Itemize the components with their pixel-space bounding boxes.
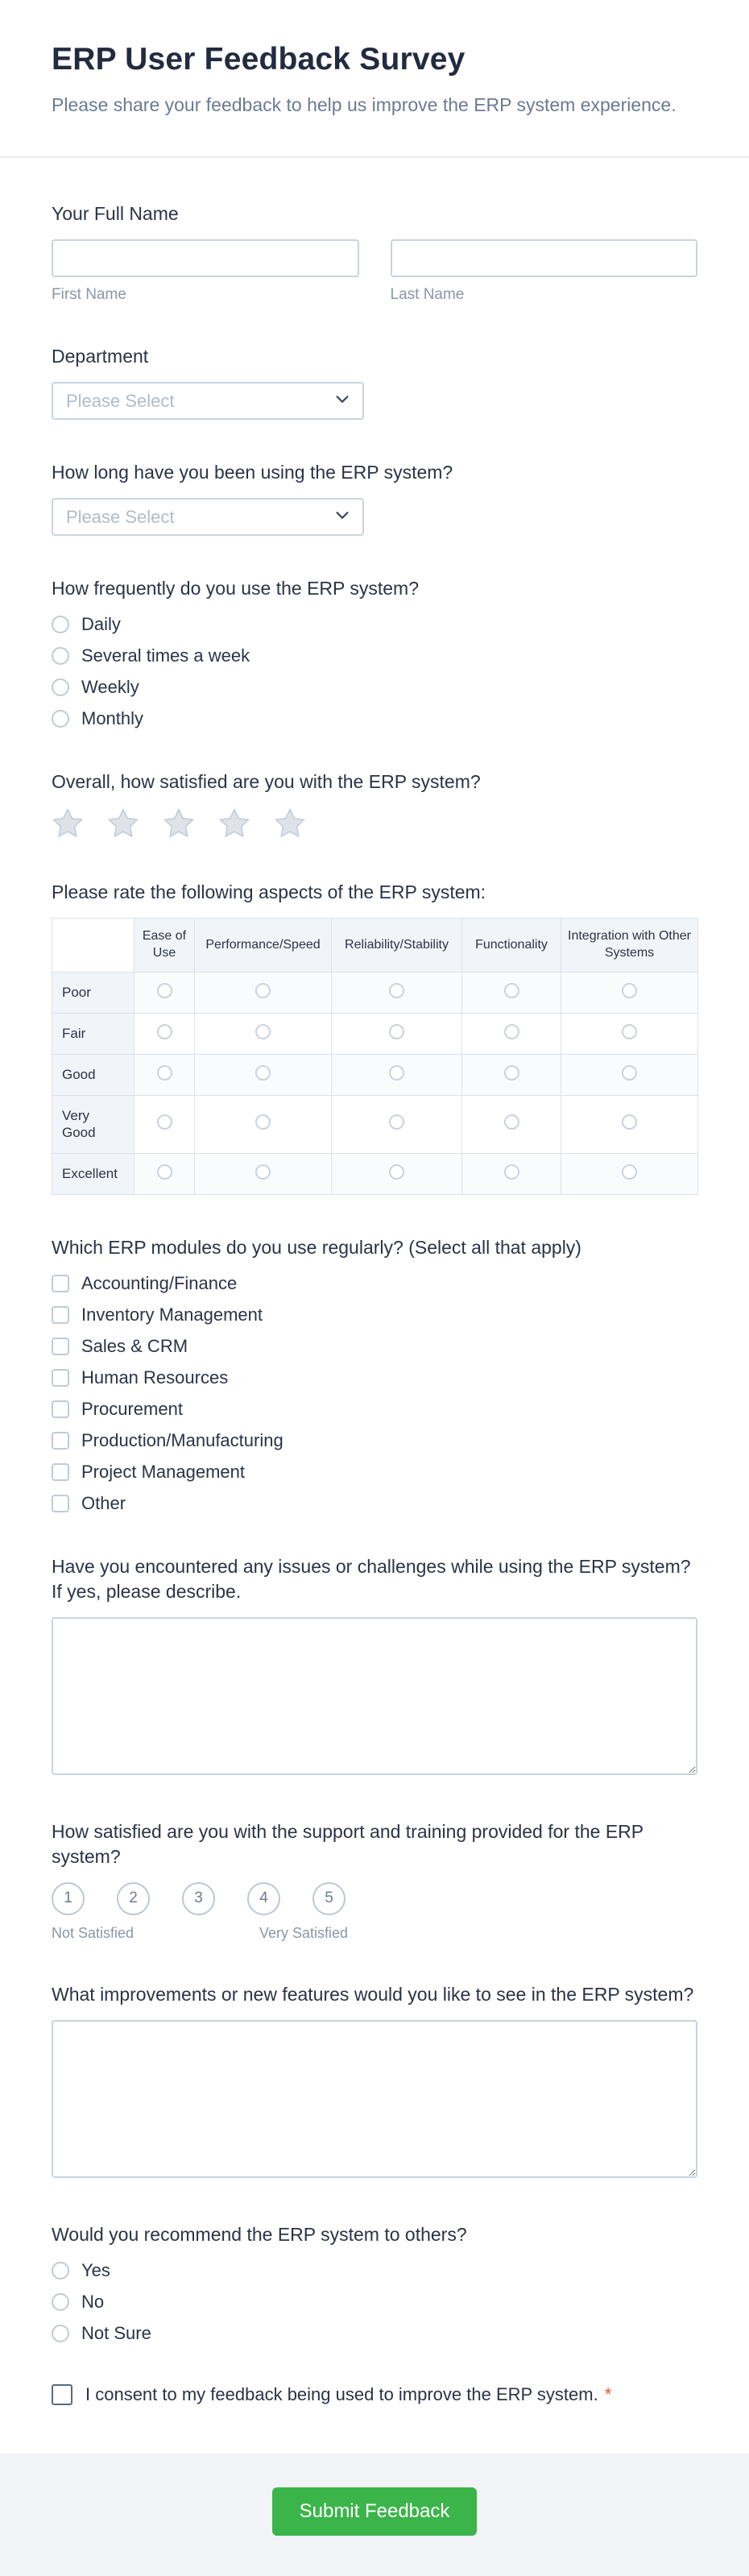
question-satisfaction xyxy=(52,769,697,840)
consent-checkbox[interactable] xyxy=(52,2384,72,2405)
matrix-cell[interactable] xyxy=(195,1055,332,1096)
star-icon[interactable] xyxy=(274,807,306,840)
radio-icon[interactable] xyxy=(504,983,519,998)
radio-icon[interactable] xyxy=(622,1024,637,1039)
question-duration xyxy=(52,460,697,536)
matrix-cell[interactable] xyxy=(561,1096,698,1154)
matrix-row-label: Poor xyxy=(52,973,134,1014)
module-option[interactable] xyxy=(52,1305,697,1325)
option-label: Project Management xyxy=(81,1461,245,1482)
support-label: How satisfied are you with the support and training provided for the ERP system? xyxy=(52,1820,643,1867)
chevron-down-icon xyxy=(333,390,351,412)
radio-icon[interactable] xyxy=(504,1164,519,1180)
option-label: Human Resources xyxy=(81,1367,229,1388)
recommend-option[interactable] xyxy=(52,2292,697,2313)
matrix-column-header: Reliability/Stability xyxy=(332,919,462,973)
checkbox-icon[interactable] xyxy=(52,1400,69,1418)
matrix-row-label: Fair xyxy=(52,1014,134,1055)
duration-label: How long have you been using the ERP system? xyxy=(52,462,453,483)
question-improvements xyxy=(52,1982,697,2182)
submit-button[interactable]: Submit Feedback xyxy=(272,2487,478,2536)
matrix-cell[interactable] xyxy=(332,1153,462,1194)
question-issues xyxy=(52,1554,697,1779)
scale-button[interactable]: 1 xyxy=(52,1882,85,1915)
option-label: No xyxy=(81,2291,105,2312)
satisfaction-label: Overall, how satisfied are you with the ERP system? xyxy=(52,771,481,793)
matrix-cell[interactable] xyxy=(462,1153,561,1194)
star-icon[interactable] xyxy=(163,807,195,840)
radio-icon[interactable] xyxy=(255,1114,271,1130)
matrix-column-header: Ease of Use xyxy=(134,919,195,973)
star-rating xyxy=(52,807,697,840)
matrix-corner-cell xyxy=(52,919,134,973)
module-option[interactable] xyxy=(52,1462,697,1483)
full-name-label: Your Full Name xyxy=(52,203,179,225)
matrix-cell[interactable] xyxy=(462,1055,561,1096)
name-row xyxy=(52,239,697,304)
checkbox-icon[interactable] xyxy=(52,1306,69,1324)
question-modules xyxy=(52,1235,697,1514)
option-label: Accounting/Finance xyxy=(81,1272,238,1293)
radio-icon[interactable] xyxy=(622,1065,637,1081)
checkbox-icon[interactable] xyxy=(52,1338,69,1355)
department-label: Department xyxy=(52,346,149,367)
matrix-cell[interactable] xyxy=(195,973,332,1014)
matrix-cell[interactable] xyxy=(561,973,698,1014)
matrix-cell[interactable] xyxy=(332,1055,462,1096)
option-label: Not Sure xyxy=(81,2322,151,2343)
question-department xyxy=(52,344,697,420)
recommend-label: Would you recommend the ERP system to others? xyxy=(52,2223,467,2245)
matrix-cell[interactable] xyxy=(134,1055,195,1096)
radio-icon[interactable] xyxy=(622,983,637,998)
star-icon[interactable] xyxy=(218,807,250,840)
module-option[interactable] xyxy=(52,1399,697,1420)
recommend-option[interactable] xyxy=(52,2260,697,2281)
first-name-input[interactable] xyxy=(52,239,359,277)
radio-icon[interactable] xyxy=(622,1164,637,1180)
matrix-column-header: Performance/Speed xyxy=(195,919,332,973)
duration-select-value: Please Select xyxy=(66,506,175,527)
matrix-cell[interactable] xyxy=(195,1153,332,1194)
improvements-textarea[interactable] xyxy=(52,2020,697,2178)
option-label: Other xyxy=(81,1492,126,1513)
improvements-label: What improvements or new features would you like to see in the ERP system? xyxy=(52,1983,694,2005)
module-option[interactable] xyxy=(52,1367,697,1388)
scale-button[interactable]: 5 xyxy=(312,1882,346,1915)
radio-icon[interactable] xyxy=(504,1065,519,1081)
checkbox-icon[interactable] xyxy=(52,1275,69,1292)
form-body xyxy=(0,158,749,2454)
scale-labels xyxy=(52,1925,348,1942)
matrix-cell[interactable] xyxy=(134,1153,195,1194)
radio-icon[interactable] xyxy=(504,1114,519,1130)
matrix-column-header: Functionality xyxy=(462,919,561,973)
radio-icon[interactable] xyxy=(255,1024,271,1039)
option-label: Several times a week xyxy=(81,645,250,666)
option-label: Monthly xyxy=(81,708,144,729)
question-recommend xyxy=(52,2222,697,2344)
matrix-cell[interactable] xyxy=(462,1096,561,1154)
option-label: Production/Manufacturing xyxy=(81,1429,283,1450)
radio-icon[interactable] xyxy=(52,710,69,728)
question-support xyxy=(52,1819,697,1942)
first-name-col xyxy=(52,239,359,304)
matrix-cell[interactable] xyxy=(561,1153,698,1194)
checkbox-icon[interactable] xyxy=(52,1369,69,1387)
matrix-cell[interactable] xyxy=(332,1096,462,1154)
scale-button[interactable]: 3 xyxy=(182,1882,215,1915)
module-option[interactable] xyxy=(52,1493,697,1514)
frequency-option[interactable] xyxy=(52,614,697,635)
checkbox-icon[interactable] xyxy=(52,1463,69,1481)
radio-icon[interactable] xyxy=(52,678,69,696)
page-title: ERP User Feedback Survey xyxy=(52,42,466,77)
matrix-label: Please rate the following aspects of the ERP system: xyxy=(52,881,486,903)
frequency-option[interactable] xyxy=(52,677,697,698)
matrix-cell[interactable] xyxy=(561,1014,698,1055)
matrix-cell[interactable] xyxy=(195,1096,332,1154)
scale-row xyxy=(52,1882,697,1915)
last-name-col xyxy=(391,239,698,304)
option-label: Weekly xyxy=(81,677,139,698)
option-label: Sales & CRM xyxy=(81,1335,188,1356)
chevron-down-icon xyxy=(333,506,351,528)
issues-textarea[interactable] xyxy=(52,1617,697,1775)
radio-icon[interactable] xyxy=(504,1024,519,1039)
matrix-cell[interactable] xyxy=(332,1014,462,1055)
module-option[interactable] xyxy=(52,1336,697,1357)
matrix-cell[interactable] xyxy=(134,973,195,1014)
matrix-cell[interactable] xyxy=(561,1055,698,1096)
radio-icon[interactable] xyxy=(389,1024,404,1039)
radio-icon[interactable] xyxy=(255,1164,271,1180)
matrix-row-label: Very Good xyxy=(52,1096,134,1154)
required-asterisk: * xyxy=(604,2383,612,2404)
last-name-sublabel: Last Name xyxy=(390,286,465,304)
option-label: Procurement xyxy=(81,1398,183,1419)
matrix-column-header: Integration with Other Systems xyxy=(561,919,698,973)
radio-icon[interactable] xyxy=(157,1164,172,1180)
recommend-option[interactable] xyxy=(52,2323,697,2344)
matrix-cell[interactable] xyxy=(134,1096,195,1154)
matrix-cell[interactable] xyxy=(195,1014,332,1055)
scale-button[interactable]: 4 xyxy=(247,1882,280,1915)
matrix-cell[interactable] xyxy=(462,1014,561,1055)
matrix-cell[interactable] xyxy=(134,1014,195,1055)
radio-icon[interactable] xyxy=(52,616,69,633)
scale-min-label: Not Satisfied xyxy=(52,1924,134,1941)
rating-matrix xyxy=(52,918,698,1194)
frequency-label: How frequently do you use the ERP system? xyxy=(52,578,419,599)
matrix-row-label: Good xyxy=(52,1055,134,1096)
consent-label: I consent to my feedback being used to improve the ERP system. xyxy=(85,2383,598,2404)
matrix-cell[interactable] xyxy=(462,973,561,1014)
matrix-cell[interactable] xyxy=(332,973,462,1014)
issues-label: Have you encountered any issues or challenges while using the ERP system? If yes, please describe. xyxy=(52,1555,691,1602)
radio-icon[interactable] xyxy=(157,983,172,998)
consent-row[interactable] xyxy=(52,2384,697,2405)
radio-icon[interactable] xyxy=(255,983,271,998)
module-option[interactable] xyxy=(52,1273,697,1294)
radio-icon[interactable] xyxy=(389,983,404,998)
radio-icon[interactable] xyxy=(389,1164,404,1180)
scale-button[interactable]: 2 xyxy=(117,1882,150,1915)
form-header xyxy=(0,0,749,118)
form-footer xyxy=(0,2454,749,2576)
option-label: Daily xyxy=(81,614,121,635)
radio-icon[interactable] xyxy=(52,647,69,665)
radio-icon[interactable] xyxy=(52,2325,69,2342)
department-select[interactable] xyxy=(52,382,364,420)
star-icon[interactable] xyxy=(107,807,139,840)
option-label: Yes xyxy=(81,2259,110,2280)
question-full-name xyxy=(52,201,697,304)
radio-icon[interactable] xyxy=(389,1065,404,1081)
checkbox-icon[interactable] xyxy=(52,1495,69,1512)
module-option[interactable] xyxy=(52,1430,697,1451)
first-name-sublabel: First Name xyxy=(52,286,126,304)
page-subtitle: Please share your feedback to help us improve the ERP system experience. xyxy=(52,94,677,115)
option-label: Inventory Management xyxy=(81,1304,263,1325)
duration-select[interactable] xyxy=(52,498,364,536)
department-select-value: Please Select xyxy=(66,390,175,411)
scale-max-label: Very Satisfied xyxy=(259,1924,348,1941)
radio-icon[interactable] xyxy=(389,1114,404,1130)
matrix-row-label: Excellent xyxy=(52,1153,134,1194)
question-frequency xyxy=(52,576,697,729)
radio-icon[interactable] xyxy=(157,1065,172,1081)
star-icon[interactable] xyxy=(52,807,84,840)
last-name-input[interactable] xyxy=(391,239,698,277)
modules-label: Which ERP modules do you use regularly? (Select all that apply) xyxy=(52,1236,581,1258)
radio-icon[interactable] xyxy=(255,1065,271,1081)
frequency-option[interactable] xyxy=(52,645,697,666)
frequency-option[interactable] xyxy=(52,708,697,729)
checkbox-icon[interactable] xyxy=(52,1432,69,1450)
radio-icon[interactable] xyxy=(52,2262,69,2279)
radio-icon[interactable] xyxy=(52,2293,69,2311)
radio-icon[interactable] xyxy=(157,1114,172,1130)
radio-icon[interactable] xyxy=(157,1024,172,1039)
radio-icon[interactable] xyxy=(622,1114,637,1130)
question-matrix xyxy=(52,880,697,1194)
